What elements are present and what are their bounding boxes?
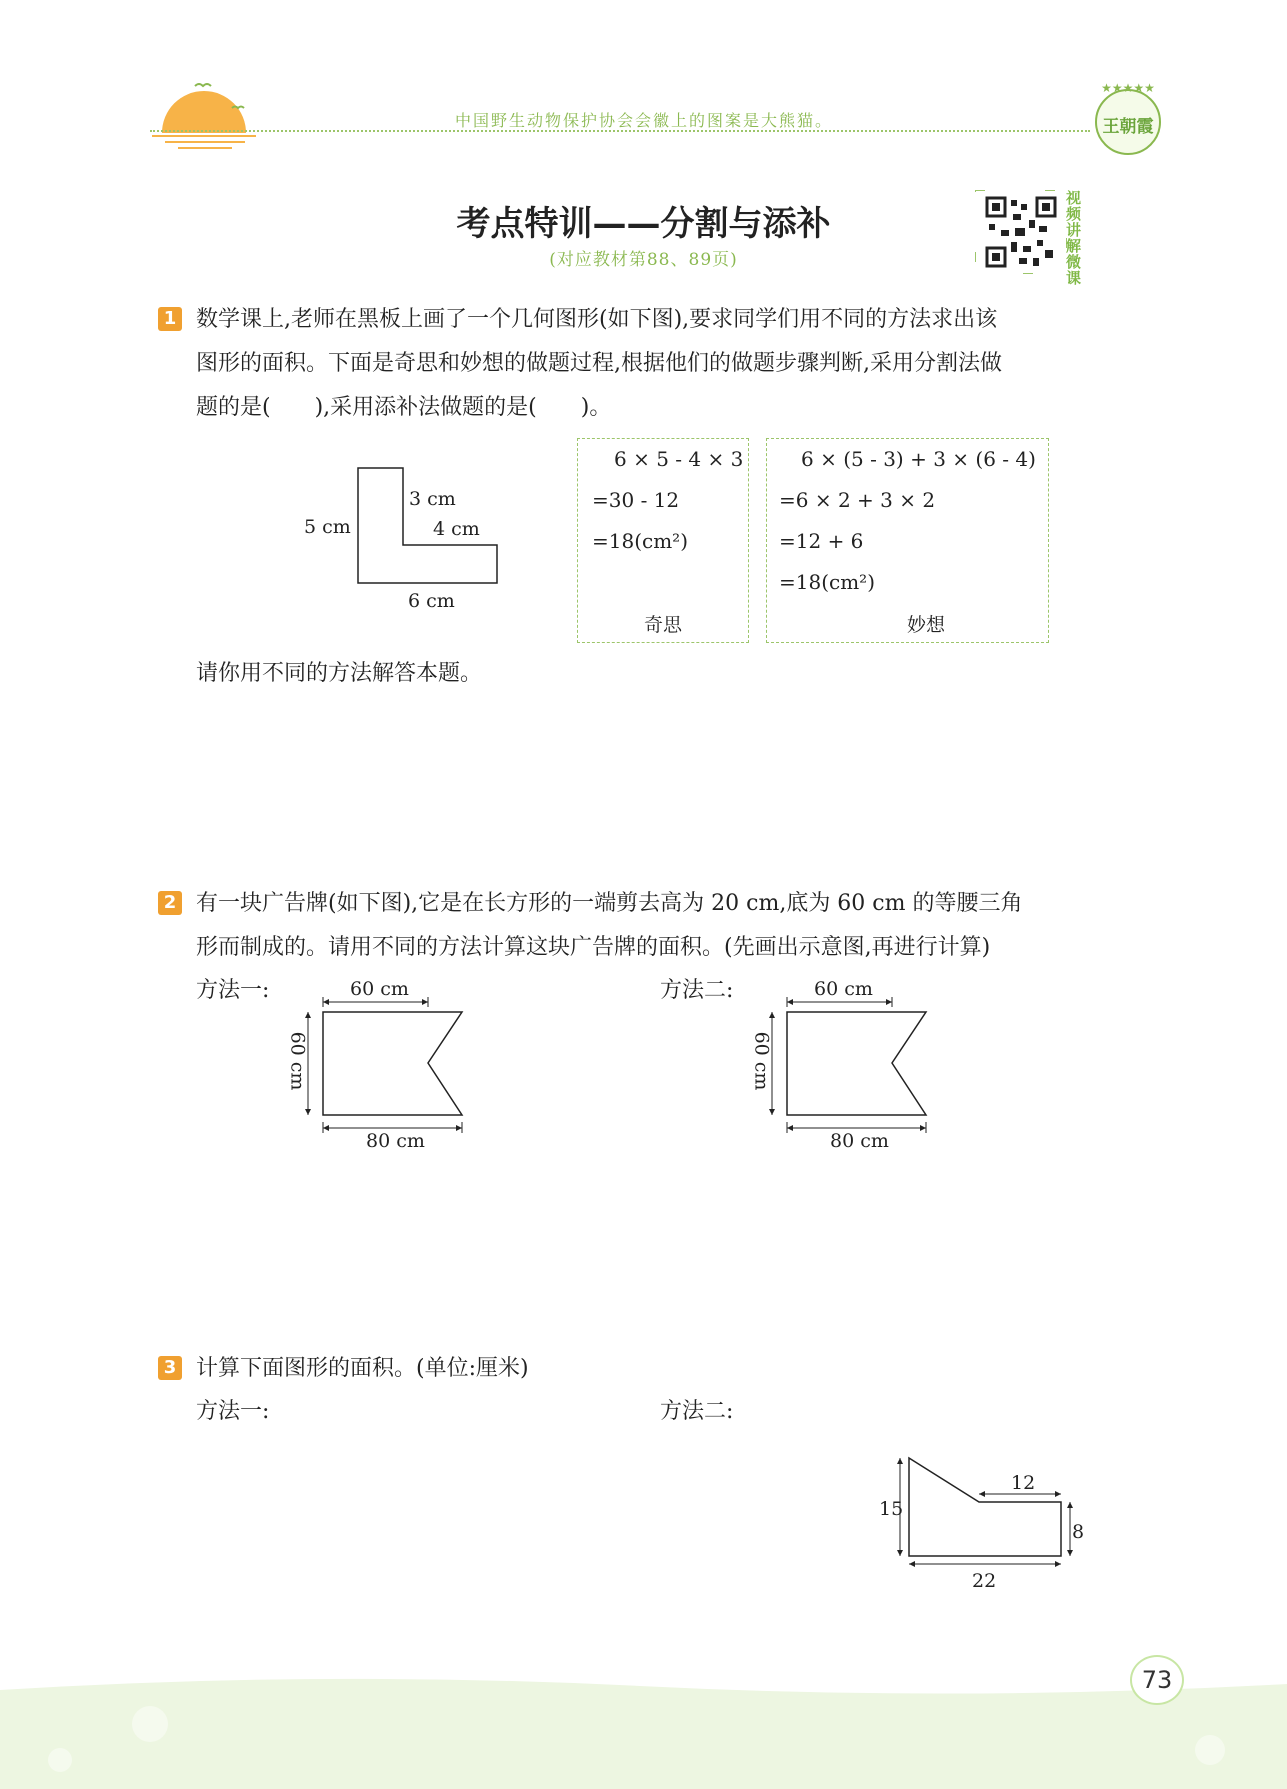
q2-method-2-label: 方法二: (660, 978, 734, 1003)
trapezoid-top-label: 12 (1011, 1472, 1036, 1494)
billboard-2-bottom-label: 80 cm (830, 1130, 889, 1152)
question-line: 形而制成的。请用不同的方法计算这块广告牌的面积。(先画出示意图,再进行计算) (196, 935, 991, 960)
qr-label-char: 微 (1066, 253, 1082, 271)
q3-method-2-label: 方法二: (660, 1399, 734, 1424)
qr-label-char: 讲 (1066, 221, 1082, 239)
billboard-1-side-label: 60 cm (286, 1031, 309, 1091)
billboard-figure-1 (300, 985, 470, 1135)
question-line: 题的是( ),采用添补法做题的是( )。 (196, 395, 612, 420)
question-2-text (196, 882, 1022, 970)
qr-label-char: 视 (1066, 189, 1082, 207)
question-number-badge: 3 (158, 1356, 182, 1380)
question-line: 有一块广告牌(如下图),它是在长方形的一端剪去高为 20 cm,底为 60 cm 的等腰三角 (196, 891, 1023, 916)
billboard-2-top-label: 60 cm (814, 978, 873, 1000)
question-number-badge: 1 (158, 307, 182, 331)
qr-code-icon (975, 190, 1067, 274)
qr-label-char: 解 (1066, 237, 1082, 255)
l-shape-figure (355, 465, 505, 587)
question-3-text: 计算下面图形的面积。(单位:厘米) (196, 1356, 529, 1381)
miaoxiang-step: 6 × (5 - 3) + 3 × (6 - 4) (801, 447, 1036, 471)
miaoxiang-step: =6 × 2 + 3 × 2 (779, 488, 936, 512)
footer-decoration (0, 1670, 1287, 1789)
page-subtitle: (对应教材第88、89页) (549, 250, 738, 270)
miaoxiang-step: =12 + 6 (779, 529, 864, 553)
l-shape-inner-horizontal-label: 4 cm (433, 518, 480, 540)
miaoxiang-name: 妙想 (907, 614, 946, 636)
billboard-1-top-label: 60 cm (350, 978, 409, 1000)
qr-label-char: 频 (1066, 205, 1082, 223)
sun-decoration (150, 78, 260, 153)
trapezoid-figure (895, 1450, 1085, 1570)
qisi-solution-box (577, 438, 749, 643)
qisi-step: =30 - 12 (592, 488, 680, 512)
miaoxiang-solution-box (766, 438, 1049, 643)
l-shape-left-label: 5 cm (304, 516, 351, 538)
l-shape-inner-vertical-label: 3 cm (409, 488, 456, 510)
header-note: 中国野生动物保护协会会徽上的图案是大熊猫。 (455, 111, 834, 130)
question-line: 图形的面积。下面是奇思和妙想的做题过程,根据他们的做题步骤判断,采用分割法做 (196, 351, 1002, 376)
qisi-step: =18(cm²) (592, 529, 688, 553)
q2-method-1-label: 方法一: (196, 978, 270, 1003)
billboard-figure-2 (764, 985, 934, 1135)
question-1-text (196, 298, 1002, 430)
trapezoid-right-label: 8 (1072, 1521, 1085, 1543)
billboard-2-side-label: 60 cm (750, 1031, 773, 1091)
brand-logo (1088, 78, 1168, 158)
page-number: 73 (1130, 1655, 1184, 1705)
question-1-prompt: 请你用不同的方法解答本题。 (196, 661, 483, 686)
video-lesson-label (1066, 190, 1088, 286)
page-title: 考点特训——分割与添补 (456, 204, 831, 244)
trapezoid-bottom-label: 22 (972, 1570, 997, 1592)
billboard-1-bottom-label: 80 cm (366, 1130, 425, 1152)
qr-label-char: 课 (1066, 269, 1082, 287)
trapezoid-left-label: 15 (879, 1498, 904, 1520)
qisi-step: 6 × 5 - 4 × 3 (614, 447, 744, 471)
qisi-name: 奇思 (644, 614, 683, 636)
question-line: 数学课上,老师在黑板上画了一个几何图形(如下图),要求同学们用不同的方法求出该 (196, 307, 998, 332)
brand-name: 王朝霞 (1102, 117, 1154, 137)
q3-method-1-label: 方法一: (196, 1399, 270, 1424)
svg-text:★★★★★: ★★★★★ (1101, 81, 1155, 95)
l-shape-bottom-label: 6 cm (408, 590, 455, 612)
question-number-badge: 2 (158, 891, 182, 915)
miaoxiang-step: =18(cm²) (779, 570, 875, 594)
